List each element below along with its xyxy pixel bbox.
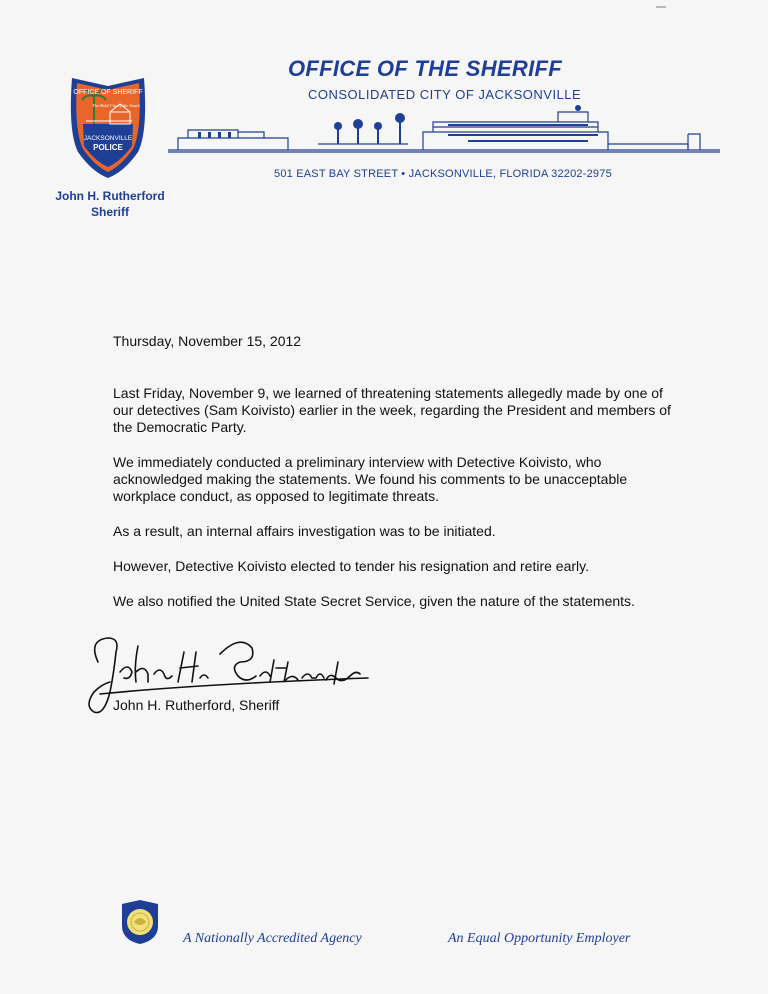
sheriff-name-block [40,188,180,220]
footer-equal-opportunity-text: An Equal Opportunity Employer [448,931,631,946]
paragraph-4: However, Detective Koivisto elected to tender his resignation and retire early. [113,558,589,574]
office-subtitle: CONSOLIDATED CITY OF JACKSONVILLE [308,87,582,102]
letterhead [0,0,768,225]
paragraph-3: As a result, an internal affairs investigation was to be initiated. [113,523,496,539]
letter-date: Thursday, November 15, 2012 [113,333,302,349]
city-skyline-icon [168,104,720,156]
sheriff-title: Sheriff [90,205,129,219]
paragraph-2: We immediately conducted a preliminary interview with Detective Koivisto, who acknowledged making the statements. We found his comments to be unacceptable workplace conduct, as opposed to legitimate threats. [113,454,628,504]
signoff: John H. Rutherford, Sheriff [113,697,280,713]
office-address: 501 EAST BAY STREET • JACKSONVILLE, FLORIDA 32202-2975 [274,168,612,180]
office-title: OFFICE OF THE SHERIFF [288,56,562,81]
letter-body [113,333,673,610]
badge-middle-text: The Bold City of the South [92,103,140,108]
paragraph-5: We also notified the United State Secret Service, given the nature of the statements. [113,593,635,609]
accreditation-seal-icon [118,898,162,946]
footer-accredited-text: A Nationally Accredited Agency [183,931,362,946]
sheriff-badge-icon [66,74,150,182]
scan-mark [656,6,666,8]
badge-bottom-line1: JACKSONVILLE [83,135,133,142]
paragraph-1: Last Friday, November 9, we learned of threatening statements allegedly made by one of our detectives (Sam Koivisto) earlier in the week, regarding the President and members of the Democratic Party. [113,385,671,435]
sheriff-name: John H. Rutherford [55,189,165,203]
badge-top-text: OFFICE OF SHERIFF [73,89,143,96]
badge-bottom-line2: POLICE [93,143,123,152]
